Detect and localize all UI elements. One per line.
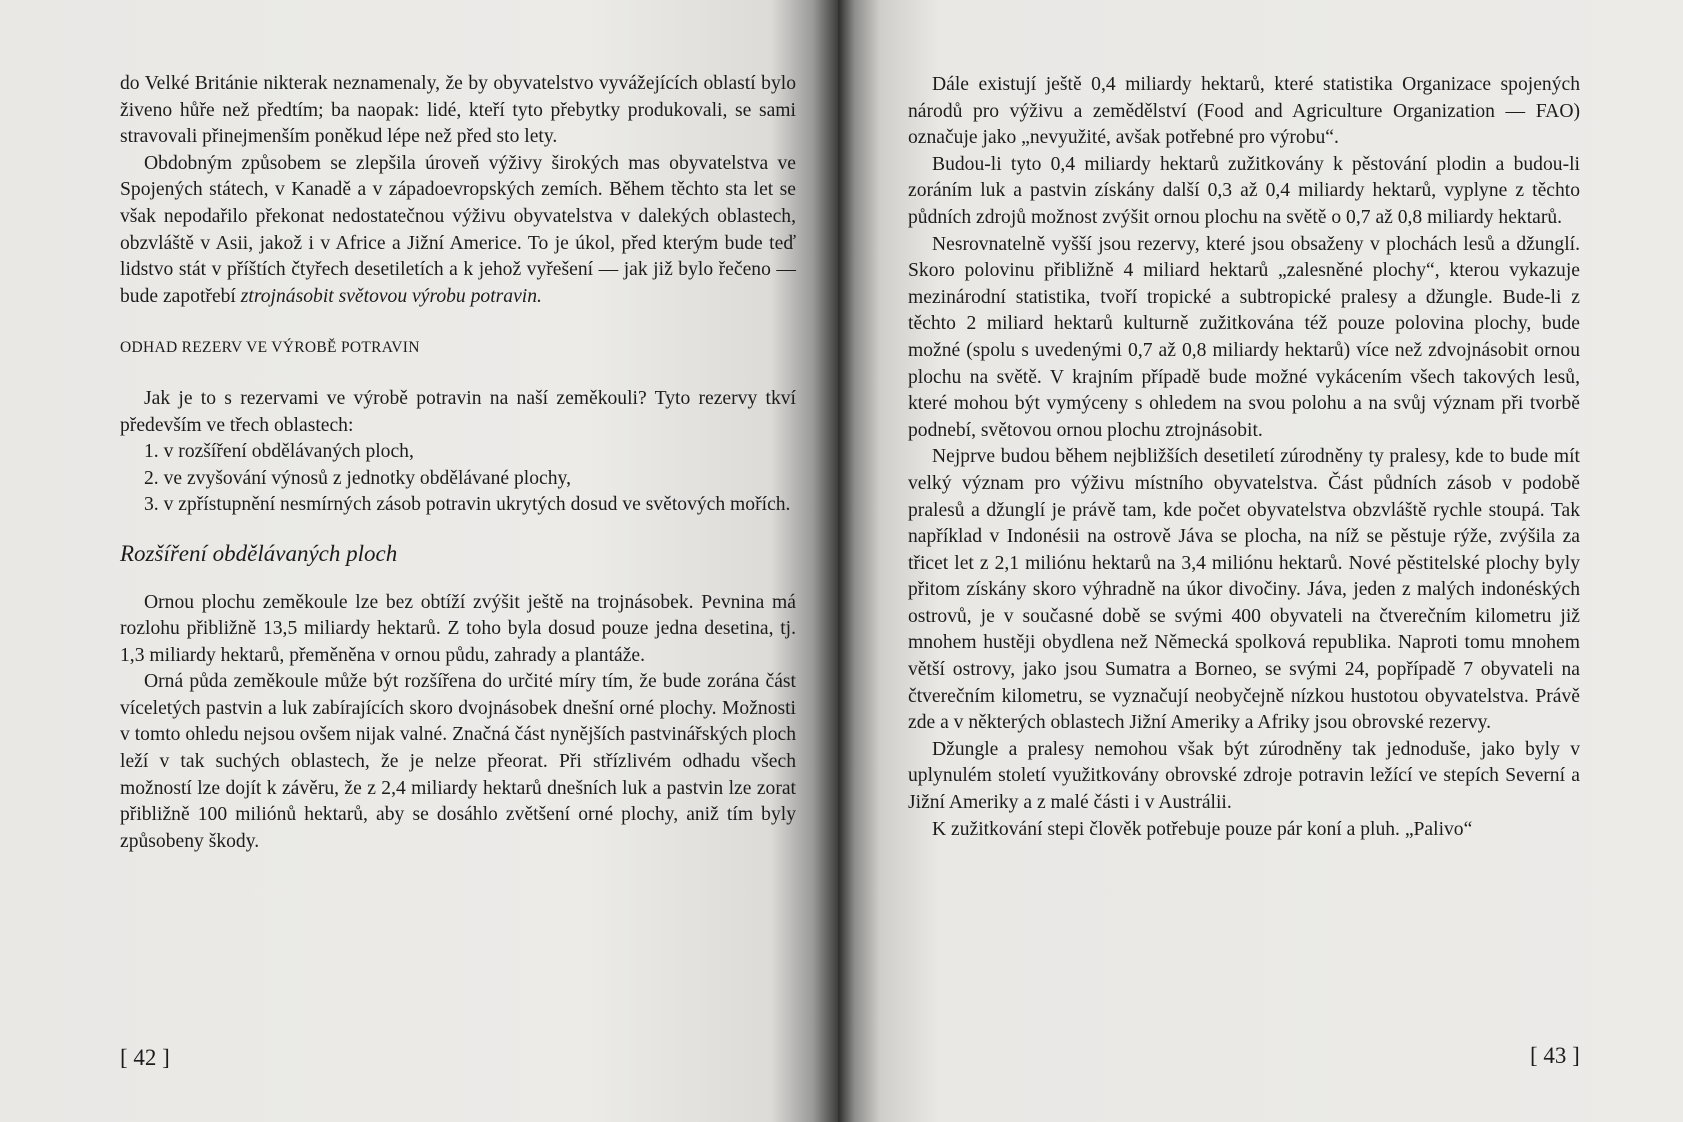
paragraph: do Velké Británie nikterak neznamenaly, že by obyvatelstvo vyvážejících oblastí bylo živeno hůře než předtím; ba naopak: lidé, kteří tyto přebytky produkovali, se sami stravovali přinejmenším poněkud lépe než před sto lety. xyxy=(120,73,796,148)
emphasis-text: ztrojnásobit světovou výrobu potravin. xyxy=(240,285,542,307)
paragraph: Dále existují ještě 0,4 miliardy hektarů, které statistika Organizace spojených národů pro výživu a zemědělství (Food and Agriculture Organization — FAO) označuje jako „nevyužité, avšak potřebné pro výrobu“. xyxy=(908,74,1580,149)
paragraph: Nejprve budou během nejbližších desetiletí zúrodněny ty pralesy, kde to bude mít velký význam pro výživu místního obyvatelstva. Část půdních zásob v podobě pralesů a džunglí je právě tam, kde počet obyvatelstva obzvláště rychle stoupá. Tak například v Indonésii na ostrově Jáva se plocha, na níž se pěstuje rýže, zvýšila za třicet let z 2,1 miliónu hektarů na 3,4 miliónu hektarů. Nové pěstitelské plochy byly přitom získány skoro výhradně na úkor divočiny. Jáva, jeden z malých indonéských ostrovů, je v současné době se svými 400 obyvateli na čtverečním kilometru již mnohem hustěji obydlena než Německá spolková republika. Naproti tomu mnohem větší ostrovy, jako jsou Sumatra a Borneo, se svými 24, popřípadě 7 obyvateli na čtverečním kilometru, se vyznačují neobyčejně nízkou hustotou obyvatelstva. Právě zde a v některých oblastech Jižní Ameriky a Afriky jsou obrovské rezervy. xyxy=(908,446,1580,734)
paragraph: Jak je to s rezervami ve výrobě potravin na naší zeměkouli? Tyto rezervy tkví především ve třech oblastech: xyxy=(120,387,796,436)
paragraph: K zužitkování stepi člověk potřebuje pouze pár koní a pluh. „Palivo“ xyxy=(932,818,1473,840)
subheading: Rozšíření obdělávaných ploch xyxy=(120,540,398,566)
paragraph: Budou-li tyto 0,4 miliardy hektarů zužitkovány k pěstování plodin a budou-li zoráním luk a pastvin získány další 0,3 až 0,4 miliardy hektarů, vyplyne z těchto půdních zdrojů možnost zvýšit ornou plochu na světě o 0,7 až 0,8 miliardy hektarů. xyxy=(908,153,1580,228)
paragraph: Ornou plochu zeměkoule lze bez obtíží zvýšit ještě na trojnásobek. Pevnina má rozlohu přibližně 13,5 miliardy hektarů. Z toho byla dosud pouze jedna desetina, tj. 1,3 miliardy hektarů, přeměněna v ornou půdu, zahrady a plantáže. xyxy=(120,591,796,666)
page-number-right: [ 43 ] xyxy=(1530,1043,1580,1068)
list-item: 2. ve zvyšování výnosů z jednotky obdělávané plochy, xyxy=(144,467,571,489)
page-number-left: [ 42 ] xyxy=(120,1045,170,1070)
right-page-text xyxy=(908,72,1580,843)
list-item: 3. v zpřístupnění nesmírných zásob potravin ukrytých dosud ve světových mořích. xyxy=(144,494,791,516)
paragraph: Orná půda zeměkoule může být rozšířena do určité míry tím, že bude zorána část víceletých pastvin a luk zabírajících skoro dvojnásobek dnešní orné plochy. Možnosti v tomto ohledu nejsou ovšem nijak valné. Značná část nynějších pastvinářských ploch leží v tak suchých oblastech, že je nelze přeorat. Při střízlivém odhadu všech možností lze dojít k závěru, že z 2,4 miliardy hektarů dnešních luk a pastvin lze zorat přibližně 100 miliónů hektarů, aby se dosáhlo zvětšení orné plochy, aniž tím byly způsobeny škody. xyxy=(120,671,796,852)
paragraph: Nesrovnatelně vyšší jsou rezervy, které jsou obsaženy v plochách lesů a džunglí. Skoro polovinu přibližně 4 miliard hektarů „zalesněné plochy“, kterou vykazuje mezinárodní statistika, tvoří tropické a subtropické pralesy a džungle. Bude-li z těchto 2 miliard hektarů kulturně zužitkována též pouze polovina plochy, bude možné (spolu s uvedenými 0,7 až 0,8 miliardy hektarů) více než zdvojnásobit ornou plochu na světě. V krajním případě bude možné vykácením všech takových lesů, které mohou být vymýceny s ohledem na svou polohu a na svůj význam při tvorbě podnebí, světovou ornou plochu ztrojnásobit. xyxy=(908,233,1580,441)
list-item: 1. v rozšíření obdělávaných ploch, xyxy=(144,441,414,463)
section-heading: ODHAD REZERV VE VÝROBĚ POTRAVIN xyxy=(120,339,420,357)
paragraph-text: Obdobným způsobem se zlepšila úroveň výživy širokých mas obyvatelstva ve Spojených státech, v Kanadě a v západoevropských zemích. Během těchto sta let se však nepodařilo překonat nedostatečnou výživu obyvatelstva v dalekých oblastech, obzvláště v Asii, jakož i v Africe a Jižní Americe. To je úkol, před kterým bude teď lidstvo stát v příštích čtyřech desetiletích a k jehož vyřešení — jak již bylo řečeno — bude zapotřebí xyxy=(120,152,796,307)
paragraph xyxy=(120,151,796,311)
paragraph: Džungle a pralesy nemohou však být zúrodněny tak jednoduše, jako byly v uplynulém století využitkovány obrovské zdroje potravin ležící ve stepích Severní a Jižní Ameriky a z malé části i v Austrálii. xyxy=(908,738,1580,814)
left-page-text xyxy=(120,71,796,855)
